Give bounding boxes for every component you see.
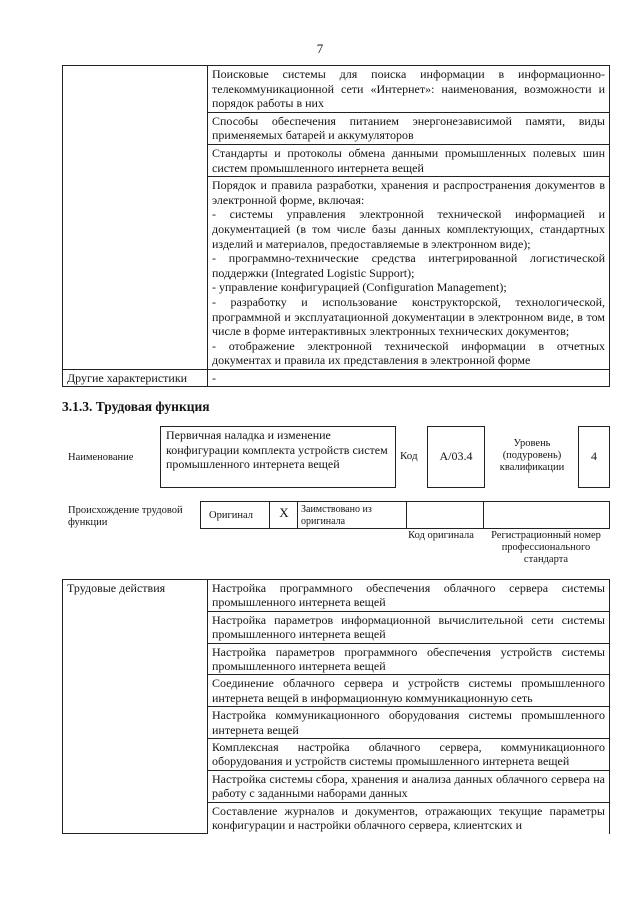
name-label: Наименование (68, 452, 134, 463)
borrowed-label: Заимствовано из оригинала (301, 504, 372, 527)
required-knowledge-label-cell (63, 66, 208, 370)
knowledge-table (62, 65, 610, 387)
original-mark: X (279, 505, 289, 520)
table-cell: Соединение облачного сервера и устройств системы промышленного интернета вещей в информационную коммуникационную сеть (208, 675, 610, 707)
table-row (63, 66, 610, 113)
table-cell: Составление журналов и документов, отражающих текущие параметры конфигурации и настройки облачного сервера, клиентских и (208, 802, 610, 833)
level-box (578, 426, 610, 488)
table-cell-procedure (208, 177, 610, 370)
procedure-intro: Порядок и правила разработки, хранения и распространения документов в электронной форме, включая: (212, 178, 605, 207)
code-box (427, 426, 485, 488)
procedure-item: - отображение электронной технической информации в отчетных документах и правила их представления в электронной форме (212, 338, 605, 368)
table-row (63, 580, 610, 612)
function-name-box (160, 426, 396, 488)
procedure-item: - программно-технические средства интегрированной логистической поддержки (Integrated Logistic Support); (212, 251, 605, 280)
other-characteristics-value: - (208, 369, 610, 387)
code-original-caption: Код оригинала (408, 530, 474, 541)
table-cell: Настройка параметров программного обеспечения устройств системы промышленного интернета вещей (208, 643, 610, 675)
procedure-item: - разработку и использование конструкторской, технологической, программной и эксплуатационной документации в электронном виде, в том числе в форме интерактивных электронных технических документов; (212, 294, 605, 339)
labor-actions-label: Трудовые действия (63, 580, 208, 834)
registration-number-caption: Регистрационный номер профессионального стандарта (491, 530, 601, 565)
table-cell: Комплексная настройка облачного сервера, коммуникационного оборудования и устройств системы промышленного интернета вещей (208, 739, 610, 771)
level-label: Уровень (подуровень) квалификации (499, 438, 565, 473)
table-cell: Настройка параметров информационной вычислительной сети системы промышленного интернета вещей (208, 611, 610, 643)
code-label: Код (400, 450, 418, 462)
function-name-value: Первичная наладка и изменение конфигурации комплекта устройств систем промышленного интернета вещей (166, 428, 388, 471)
code-value: А/03.4 (439, 449, 473, 463)
level-value: 4 (591, 449, 597, 463)
origin-box (200, 501, 610, 529)
procedure-item: - системы управления электронной технической информацией и документацией (в том числе базы данных комплектующих, стандартных изделий и материалов, предоставляемые в электронном виде); (212, 207, 605, 251)
table-cell: Настройка коммуникационного оборудования системы промышленного интернета вещей (208, 707, 610, 739)
labor-actions-table (62, 579, 610, 834)
origin-label: Происхождение трудовой функции (68, 505, 183, 528)
section-title: 3.1.3. Трудовая функция (62, 399, 210, 414)
table-cell: Настройка системы сбора, хранения и анализа данных облачного сервера на работу с заданными наборами данных (208, 770, 610, 802)
table-row (63, 369, 610, 387)
procedure-item: - управление конфигурацией (Configuration Management); (212, 280, 507, 295)
table-cell: Поисковые системы для поиска информации в информационно-телекоммуникационной сети «Интернет»: наименования, возможности и порядок работы в них (208, 66, 610, 113)
table-cell: Настройка программного обеспечения облачного сервера системы промышленного интернета вещей (208, 580, 610, 612)
original-label: Оригинал (209, 510, 253, 521)
page-number: 7 (316, 41, 324, 56)
table-cell: Стандарты и протоколы обмена данными промышленных полевых шин систем промышленного интернета вещей (208, 144, 610, 176)
table-cell: Способы обеспечения питанием энергонезависимой памяти, виды применяемых батарей и аккумуляторов (208, 112, 610, 144)
other-characteristics-label: Другие характеристики (63, 369, 208, 387)
